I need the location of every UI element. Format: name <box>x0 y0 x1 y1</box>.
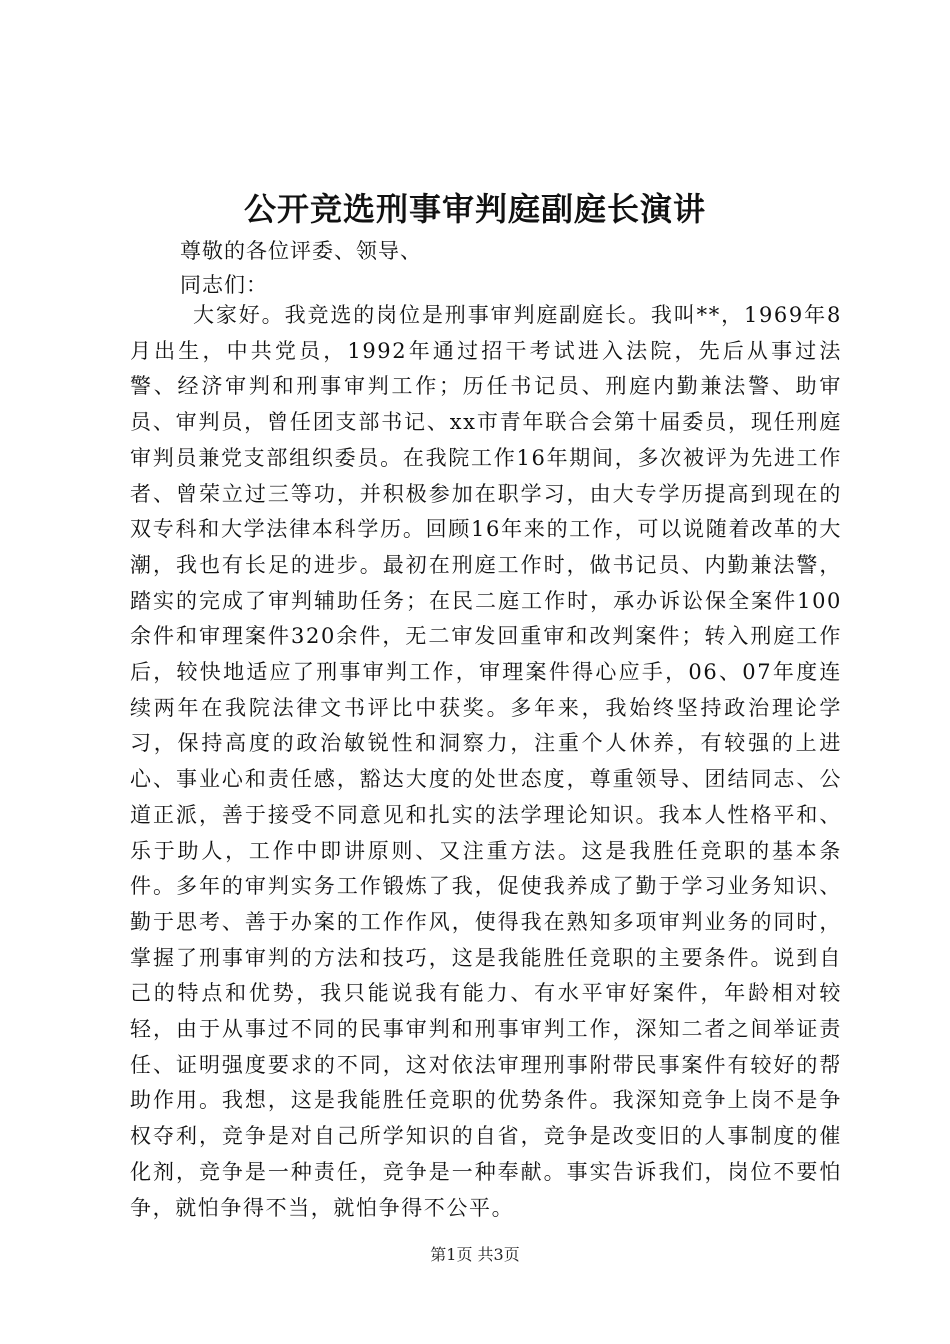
salutation-line-2: 同志们： <box>180 273 268 297</box>
document-title: 公开竞选刑事审判庭副庭长演讲 <box>243 190 706 228</box>
page-footer: 第1页 共3页 <box>430 1245 520 1264</box>
speech-body <box>130 298 842 1226</box>
speech-paragraph: 大家好。我竞选的岗位是刑事审判庭副庭长。我叫**，1969年8月出生，中共党员，1992年通过招干考试进入法院，先后从事过法警、经济审判和刑事审判工作；历任书记员、刑庭内勤兼法警、助审员、审判员，曾任团支部书记、xx市青年联合会第十届委员，现任刑庭审判员兼党支部组织委员。在我院工作16年期间，多次被评为先进工作者、曾荣立过三等功，并积极参加在职学习，由大专学历提高到现在的双专科和大学法律本科学历。回顾16年来的工作，可以说随着改革的大潮，我也有长足的进步。最初在刑庭工作时，做书记员、内勤兼法警，踏实的完成了审判辅助任务；在民二庭工作时，承办诉讼保全案件100余件和审理案件320余件，无二审发回重审和改判案件；转入刑庭工作后，较快地适应了刑事审判工作，审理案件得心应手，06、07年度连续两年在我院法律文书评比中获奖。多年来，我始终坚持政治理论学习，保持高度的政治敏锐性和洞察力，注重个人休养，有较强的上进心、事业心和责任感，豁达大度的处世态度，尊重领导、团结同志、公道正派，善于接受不同意见和扎实的法学理论知识。我本人性格平和、乐于助人，工作中即讲原则、又注重方法。这是我胜任竞职的基本条件。多年的审判实务工作锻炼了我，促使我养成了勤于学习业务知识、勤于思考、善于办案的工作作风，使得我在熟知多项审判业务的同时，掌握了刑事审判的方法和技巧，这是我能胜任竞职的主要条件。说到自己的特点和优势，我只能说我有能力、有水平审好案件，年龄相对较轻，由于从事过不同的民事审判和刑事审判工作，深知二者之间举证责任、证明强度要求的不同，这对依法审理刑事附带民事案件有较好的帮助作用。我想，这是我能胜任竞职的优势条件。我深知竞争上岗不是争权夺利，竞争是对自己所学知识的自省，竞争是改变旧的人事制度的催化剂，竞争是一种责任，竞争是一种奉献。事实告诉我们，岗位不要怕争，就怕争得不当，就怕争得不公平。 <box>130 303 842 1220</box>
salutation-line-1: 尊敬的各位评委、领导、 <box>180 239 422 263</box>
